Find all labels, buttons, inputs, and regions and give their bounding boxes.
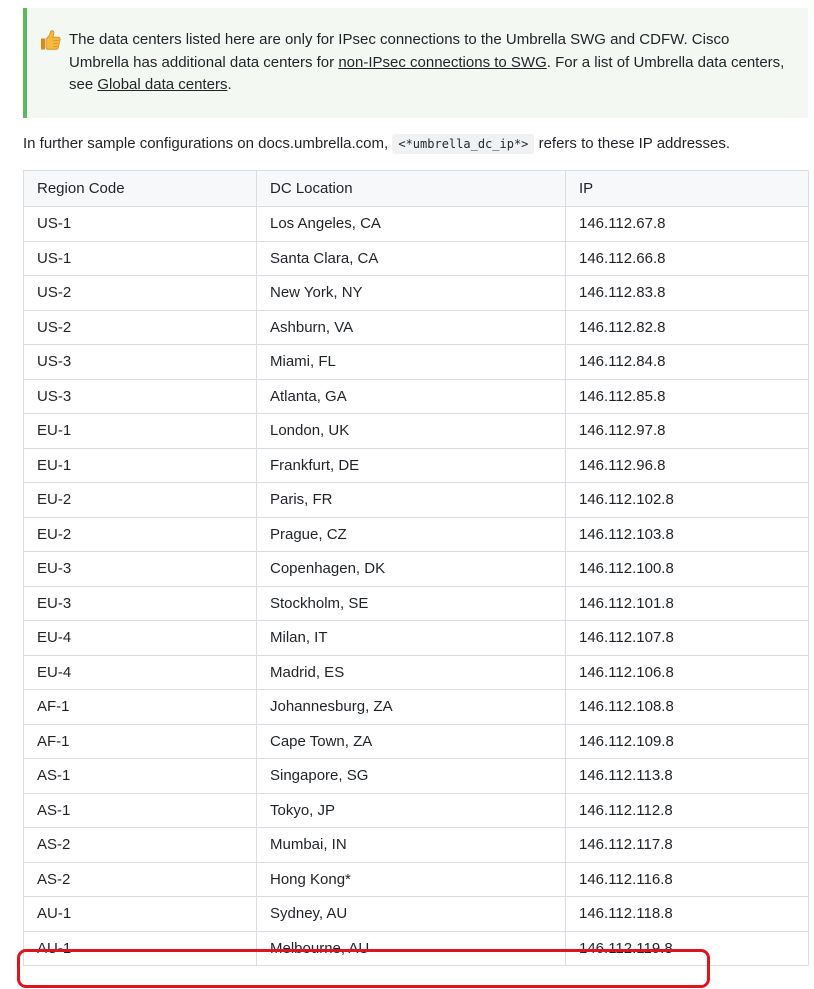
data-center-table <box>23 170 809 966</box>
cell-region-code: AS-2 <box>24 828 257 863</box>
cell-dc-location: Los Angeles, CA <box>257 207 566 242</box>
cell-ip: 146.112.100.8 <box>566 552 809 587</box>
cell-region-code: US-2 <box>24 276 257 311</box>
cell-region-code: AS-1 <box>24 759 257 794</box>
table-row <box>24 897 809 932</box>
cell-region-code: US-1 <box>24 241 257 276</box>
cell-ip: 146.112.84.8 <box>566 345 809 380</box>
cell-ip: 146.112.83.8 <box>566 276 809 311</box>
table-row <box>24 759 809 794</box>
intro-text: refers to these IP addresses. <box>534 135 731 152</box>
table-row <box>24 241 809 276</box>
cell-dc-location: New York, NY <box>257 276 566 311</box>
cell-dc-location: Madrid, ES <box>257 655 566 690</box>
cell-dc-location: Mumbai, IN <box>257 828 566 863</box>
table-row <box>24 207 809 242</box>
cell-dc-location: Frankfurt, DE <box>257 448 566 483</box>
cell-region-code: US-3 <box>24 345 257 380</box>
table-row <box>24 724 809 759</box>
cell-region-code: EU-4 <box>24 655 257 690</box>
cell-ip: 146.112.85.8 <box>566 379 809 414</box>
table-row <box>24 448 809 483</box>
table-row <box>24 621 809 656</box>
header-region-code: Region Code <box>24 171 257 207</box>
cell-ip: 146.112.106.8 <box>566 655 809 690</box>
table-row <box>24 655 809 690</box>
cell-ip: 146.112.116.8 <box>566 862 809 897</box>
cell-dc-location: Cape Town, ZA <box>257 724 566 759</box>
cell-ip: 146.112.82.8 <box>566 310 809 345</box>
cell-region-code: AS-1 <box>24 793 257 828</box>
table-row <box>24 586 809 621</box>
cell-ip: 146.112.96.8 <box>566 448 809 483</box>
cell-ip: 146.112.109.8 <box>566 724 809 759</box>
table-row <box>24 793 809 828</box>
table-row <box>24 931 809 966</box>
cell-region-code: AF-1 <box>24 724 257 759</box>
global-data-centers-link[interactable]: Global data centers <box>97 76 228 93</box>
table-row <box>24 414 809 449</box>
cell-ip: 146.112.108.8 <box>566 690 809 725</box>
cell-ip: 146.112.117.8 <box>566 828 809 863</box>
cell-dc-location: Hong Kong* <box>257 862 566 897</box>
cell-region-code: AU-1 <box>24 897 257 932</box>
table-row <box>24 345 809 380</box>
table-row <box>24 690 809 725</box>
cell-ip: 146.112.107.8 <box>566 621 809 656</box>
header-ip: IP <box>566 171 809 207</box>
cell-ip: 146.112.101.8 <box>566 586 809 621</box>
intro-text: In further sample configurations on docs.umbrella.com, <box>23 135 393 152</box>
cell-ip: 146.112.97.8 <box>566 414 809 449</box>
cell-ip: 146.112.102.8 <box>566 483 809 518</box>
cell-ip: 146.112.119.8 <box>566 931 809 966</box>
table-row <box>24 483 809 518</box>
cell-dc-location: Singapore, SG <box>257 759 566 794</box>
cell-region-code: EU-4 <box>24 621 257 656</box>
callout-text-part: The data centers listed here are only for IPsec connections to the Umbrella SWG and CDFW. Cisco Umbrella has additional data centers for <box>69 31 730 71</box>
cell-region-code: AU-1 <box>24 931 257 966</box>
callout-text <box>69 29 789 97</box>
intro-paragraph <box>23 134 813 154</box>
cell-ip: 146.112.113.8 <box>566 759 809 794</box>
umbrella-dc-ip-code: <*umbrella_dc_ip*> <box>392 134 534 154</box>
thumbs-up-icon <box>39 28 63 52</box>
cell-dc-location: Santa Clara, CA <box>257 241 566 276</box>
cell-dc-location: Miami, FL <box>257 345 566 380</box>
cell-region-code: US-2 <box>24 310 257 345</box>
cell-dc-location: Copenhagen, DK <box>257 552 566 587</box>
cell-region-code: EU-2 <box>24 517 257 552</box>
table-header-row <box>24 171 809 207</box>
callout-text-part: . <box>227 76 232 93</box>
cell-region-code: EU-1 <box>24 414 257 449</box>
cell-region-code: EU-2 <box>24 483 257 518</box>
callout-text-part: . For a list of Umbrella data centers, see <box>69 53 785 93</box>
cell-dc-location: Sydney, AU <box>257 897 566 932</box>
info-callout <box>23 8 808 118</box>
header-dc-location: DC Location <box>257 171 566 207</box>
cell-dc-location: Milan, IT <box>257 621 566 656</box>
cell-ip: 146.112.118.8 <box>566 897 809 932</box>
cell-dc-location: Prague, CZ <box>257 517 566 552</box>
non-ipsec-swg-link[interactable]: non-IPsec connections to SWG <box>338 53 547 71</box>
table-row <box>24 552 809 587</box>
cell-dc-location: Atlanta, GA <box>257 379 566 414</box>
cell-ip: 146.112.67.8 <box>566 207 809 242</box>
table-row <box>24 276 809 311</box>
table-row <box>24 517 809 552</box>
cell-region-code: EU-3 <box>24 586 257 621</box>
cell-region-code: EU-3 <box>24 552 257 587</box>
cell-region-code: AS-2 <box>24 862 257 897</box>
cell-region-code: US-1 <box>24 207 257 242</box>
cell-ip: 146.112.112.8 <box>566 793 809 828</box>
cell-ip: 146.112.66.8 <box>566 241 809 276</box>
cell-dc-location: Ashburn, VA <box>257 310 566 345</box>
cell-ip: 146.112.103.8 <box>566 517 809 552</box>
cell-region-code: EU-1 <box>24 448 257 483</box>
table-row <box>24 310 809 345</box>
cell-dc-location: Stockholm, SE <box>257 586 566 621</box>
cell-region-code: AF-1 <box>24 690 257 725</box>
cell-dc-location: Tokyo, JP <box>257 793 566 828</box>
table-row <box>24 862 809 897</box>
cell-dc-location: Johannesburg, ZA <box>257 690 566 725</box>
table-row <box>24 379 809 414</box>
cell-dc-location: Melbourne, AU <box>257 931 566 966</box>
cell-dc-location: Paris, FR <box>257 483 566 518</box>
table-row <box>24 828 809 863</box>
cell-region-code: US-3 <box>24 379 257 414</box>
cell-dc-location: London, UK <box>257 414 566 449</box>
